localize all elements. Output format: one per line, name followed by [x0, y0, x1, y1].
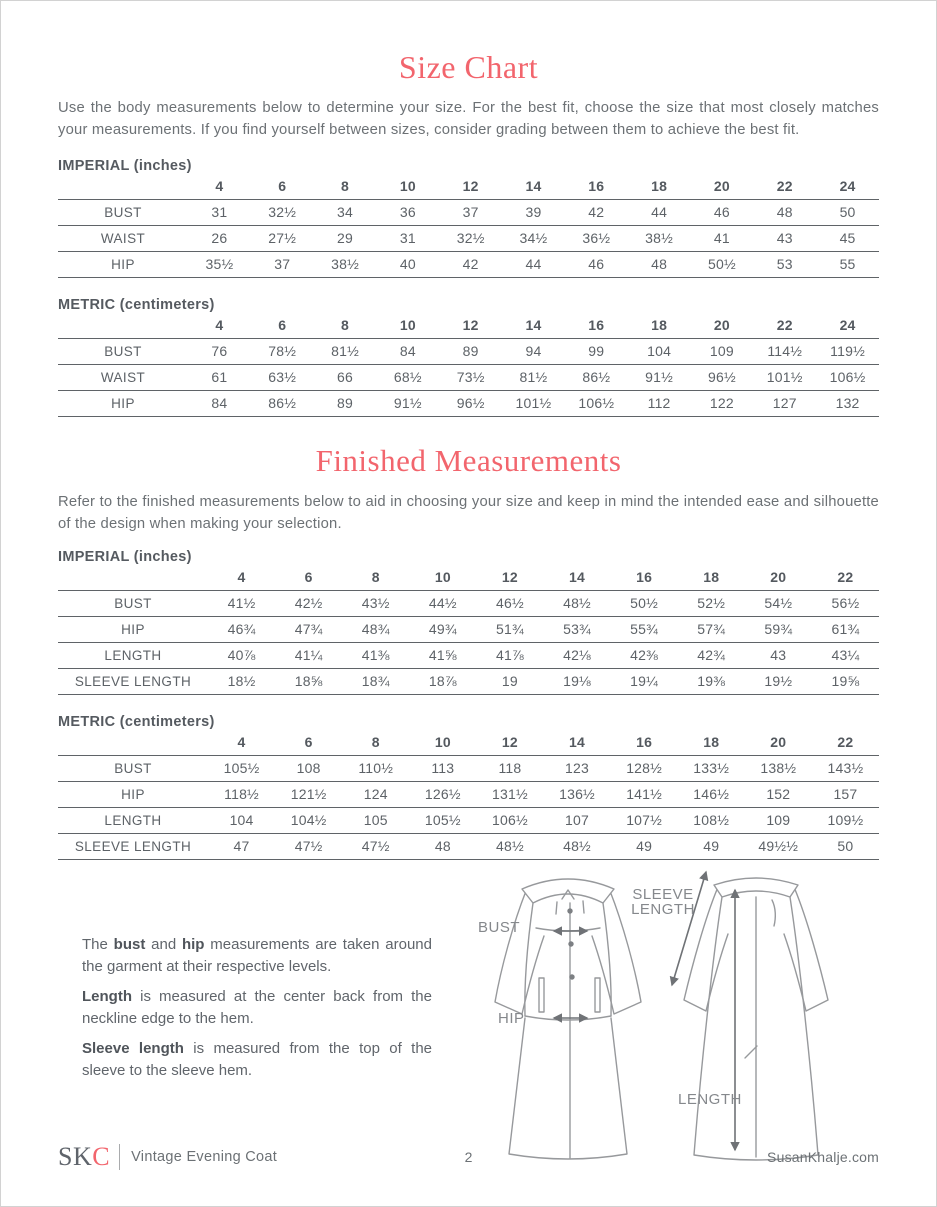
measurement-value: 81½ — [519, 369, 548, 385]
size-column-header: 8 — [371, 569, 380, 585]
size-column-header: 18 — [703, 734, 720, 750]
back-collar — [714, 878, 798, 897]
measurement-value: 121½ — [290, 786, 327, 802]
measurement-value: 43 — [770, 647, 787, 663]
measurement-value: 46½ — [495, 595, 524, 611]
front-buttons — [567, 908, 574, 979]
measurement-value: 110½ — [358, 760, 394, 776]
measurement-value: 40 — [399, 256, 416, 272]
measurement-value: 78½ — [268, 343, 297, 359]
measurement-value: 138½ — [760, 760, 797, 776]
measurement-value: 46 — [588, 256, 605, 272]
footer-divider — [119, 1144, 120, 1170]
measurement-value: 41½ — [227, 595, 256, 611]
measurement-value: 31 — [211, 204, 228, 220]
measurement-value: 47¾ — [294, 621, 323, 637]
measurement-row — [58, 643, 879, 669]
measurement-value: 76 — [211, 343, 228, 359]
note-term-sleeve-length: Sleeve length — [82, 1040, 184, 1057]
size-chart-intro: Use the body measurements below to determine your size. For the best fit, choose the size that most closely matches your measurements. If you find yourself between sizes, consider grading between them to achieve the best fit. — [58, 100, 879, 138]
measurement-value: 99 — [588, 343, 605, 359]
measurement-label: SLEEVE LENGTH — [74, 838, 192, 854]
measurement-value: 128½ — [626, 760, 663, 776]
measurement-value: 152 — [766, 786, 791, 802]
measurement-value: 41⅝ — [428, 647, 457, 663]
page-title: Size Chart — [398, 49, 539, 85]
size-column-header: 4 — [215, 178, 224, 194]
measurement-value: 50½ — [707, 256, 736, 272]
size-column-header: 4 — [237, 569, 246, 585]
measurement-value: 89 — [462, 343, 479, 359]
measurement-value: 26 — [211, 230, 228, 246]
front-left-pocket — [539, 978, 544, 1012]
page-footer — [58, 1140, 879, 1174]
measurement-value: 109½ — [827, 812, 864, 828]
measurement-value: 127 — [772, 395, 797, 411]
finished-measurements-title: Finished Measurements — [315, 443, 622, 478]
size-column-header: 22 — [837, 734, 854, 750]
body-measurements-imperial-table — [58, 176, 879, 278]
note-sleeve-length — [82, 1038, 432, 1081]
measurement-value: 43¼ — [831, 647, 860, 663]
measurement-value: 101½ — [515, 395, 552, 411]
size-column-header: 14 — [525, 178, 542, 194]
measurement-value: 107½ — [626, 812, 663, 828]
size-column-header: 6 — [304, 734, 313, 750]
size-column-header: 12 — [501, 569, 518, 585]
measurement-value: 48 — [434, 838, 451, 854]
measurement-value: 136½ — [559, 786, 595, 802]
measurement-value: 48 — [776, 204, 793, 220]
measurement-value: 57¾ — [697, 621, 726, 637]
finished-metric-table — [58, 732, 879, 860]
measurement-value: 63½ — [268, 369, 297, 385]
measurement-value: 146½ — [693, 786, 730, 802]
measurement-value: 109 — [766, 812, 791, 828]
measurement-value: 61¾ — [831, 621, 860, 637]
measurement-value: 40⅞ — [227, 647, 256, 663]
size-column-header: 20 — [713, 178, 730, 194]
size-header-row — [58, 732, 879, 756]
measurement-value: 49 — [636, 838, 653, 854]
measurement-value: 42⅜ — [630, 647, 659, 663]
measurement-row — [58, 808, 879, 834]
size-column-header: 24 — [839, 317, 856, 333]
size-column-header: 4 — [237, 734, 246, 750]
size-column-header: 12 — [462, 317, 479, 333]
measurement-value: 46¾ — [227, 621, 256, 637]
measurement-value: 32½ — [268, 204, 297, 220]
note-length — [82, 986, 432, 1029]
measurement-value: 96½ — [707, 369, 736, 385]
body-measurements-metric-table — [58, 315, 879, 417]
measurement-value: 44 — [651, 204, 668, 220]
measurement-value: 118 — [498, 760, 522, 776]
measurement-value: 42 — [462, 256, 479, 272]
size-column-header: 16 — [636, 734, 653, 750]
note-text: The — [82, 936, 114, 953]
measurement-value: 43½ — [361, 595, 390, 611]
size-column-header: 18 — [703, 569, 720, 585]
measurement-value: 81½ — [331, 343, 359, 359]
front-skirt — [509, 1018, 627, 1159]
measurement-value: 37 — [274, 256, 291, 272]
notes-and-diagram-section — [58, 866, 879, 1164]
size-header-row — [58, 176, 879, 200]
measurement-value: 48½ — [563, 838, 591, 854]
measurement-value: 105½ — [223, 760, 260, 776]
measurement-value: 49 — [703, 838, 720, 854]
measurement-value: 44½ — [428, 595, 457, 611]
measurement-value: 143½ — [827, 760, 864, 776]
note-bust-hip — [82, 934, 432, 977]
measurement-value: 68½ — [393, 369, 422, 385]
measurement-value: 36½ — [582, 230, 611, 246]
measurement-value: 34 — [337, 204, 354, 220]
measurement-value: 51¾ — [495, 621, 524, 637]
measurement-label: HIP — [121, 786, 145, 802]
measurement-value: 18½ — [227, 673, 256, 689]
size-column-header: 12 — [462, 178, 479, 194]
corner-cell — [58, 732, 208, 756]
front-left-sleeve — [495, 891, 544, 1014]
size-column-header: 22 — [776, 178, 793, 194]
logo-c: C — [92, 1142, 111, 1171]
metric-body-label: METRIC (centimeters) — [58, 297, 215, 313]
measurement-value: 38½ — [331, 256, 359, 272]
note-term-length: Length — [82, 988, 132, 1005]
sleeve-length-label-line2: LENGTH — [631, 901, 695, 918]
measurement-value: 48¾ — [361, 621, 390, 637]
page-number: 2 — [464, 1149, 473, 1165]
measurement-value: 105½ — [424, 812, 461, 828]
pattern-name: Vintage Evening Coat — [131, 1149, 278, 1165]
measurement-value: 108 — [296, 760, 321, 776]
measurement-value: 47½ — [361, 838, 390, 854]
measurement-label: HIP — [111, 256, 135, 272]
measurement-value: 104½ — [290, 812, 327, 828]
measurement-value: 27½ — [268, 230, 297, 246]
measurement-value: 42⅛ — [563, 647, 591, 663]
measurement-value: 53 — [776, 256, 793, 272]
measurement-value: 19⅝ — [831, 673, 860, 689]
note-term-hip: hip — [181, 936, 205, 953]
measurement-label: SLEEVE LENGTH — [74, 673, 192, 689]
measurement-value: 132 — [835, 395, 860, 411]
measurement-value: 84 — [399, 343, 416, 359]
measurement-value: 44 — [525, 256, 542, 272]
measurement-value: 105 — [363, 812, 388, 828]
logo-sk: SK — [58, 1142, 93, 1171]
measurement-row — [58, 669, 879, 695]
finished-imperial-table — [58, 567, 879, 695]
measurement-row — [58, 391, 879, 417]
measurement-value: 108½ — [693, 812, 730, 828]
size-column-header: 18 — [651, 178, 668, 194]
measurement-value: 119½ — [830, 343, 865, 359]
measurement-row — [58, 591, 879, 617]
size-column-header: 10 — [434, 734, 451, 750]
size-column-header: 24 — [839, 178, 856, 194]
measurement-value: 38½ — [645, 230, 674, 246]
size-column-header: 14 — [569, 734, 585, 750]
measurement-label: LENGTH — [104, 647, 162, 663]
note-term-bust: bust — [113, 936, 146, 953]
measurement-value: 55 — [839, 256, 856, 272]
measurement-value: 106½ — [578, 395, 615, 411]
note-text: and — [145, 936, 182, 953]
measurement-value: 94 — [525, 343, 542, 359]
metric-finished-label: METRIC (centimeters) — [58, 714, 215, 730]
measurement-label: BUST — [104, 204, 142, 220]
corner-cell — [58, 315, 188, 339]
measurement-label: BUST — [114, 595, 152, 611]
measurement-value: 66 — [337, 369, 354, 385]
note-text: measurements are taken around the garment at their respective levels. — [82, 936, 432, 975]
measurement-value: 19⅜ — [697, 673, 726, 689]
measurement-row — [58, 782, 879, 808]
measurement-value: 126½ — [424, 786, 461, 802]
size-column-header: 10 — [399, 178, 416, 194]
measurement-value: 133½ — [693, 760, 730, 776]
measurement-value: 123 — [565, 760, 589, 776]
size-column-header: 20 — [770, 734, 787, 750]
measurement-value: 59¾ — [764, 621, 793, 637]
measurement-value: 50½ — [630, 595, 659, 611]
measurement-label: HIP — [121, 621, 145, 637]
measurement-value: 122 — [709, 395, 734, 411]
size-column-header: 16 — [636, 569, 653, 585]
measurement-row — [58, 617, 879, 643]
measurement-value: 19¼ — [630, 673, 659, 689]
measurement-row — [58, 365, 879, 391]
measurement-value: 37 — [462, 204, 479, 220]
measurement-value: 19 — [501, 673, 518, 689]
measurement-value: 56½ — [831, 595, 860, 611]
size-header-row — [58, 315, 879, 339]
size-column-header: 20 — [713, 317, 730, 333]
measurement-value: 18¾ — [361, 673, 390, 689]
measurement-value: 157 — [833, 786, 858, 802]
measurement-value: 34½ — [519, 230, 548, 246]
measurement-value: 31 — [399, 230, 416, 246]
bust-label: BUST — [478, 919, 521, 936]
measurement-value: 42¾ — [697, 647, 726, 663]
measurement-value: 61 — [211, 369, 228, 385]
measurement-value: 114½ — [767, 343, 803, 359]
size-column-header: 12 — [501, 734, 518, 750]
measurement-value: 18⅝ — [294, 673, 323, 689]
measurement-row — [58, 339, 879, 365]
note-text: is measured from the top of the sleeve to the sleeve hem. — [82, 1040, 433, 1079]
imperial-body-label: IMPERIAL (inches) — [58, 158, 192, 174]
measurement-value: 29 — [337, 230, 354, 246]
measurement-value: 48½ — [563, 595, 591, 611]
measurement-value: 43 — [776, 230, 793, 246]
measurement-value: 113 — [431, 760, 455, 776]
measurement-value: 109 — [709, 343, 734, 359]
measurement-label: LENGTH — [104, 812, 162, 828]
measurement-row — [58, 252, 879, 278]
measurement-value: 86½ — [268, 395, 297, 411]
size-column-header: 22 — [837, 569, 854, 585]
size-column-header: 6 — [304, 569, 313, 585]
measurement-value: 48 — [651, 256, 668, 272]
measurement-value: 18⅞ — [428, 673, 457, 689]
size-column-header: 8 — [371, 734, 380, 750]
note-text: is measured at the center back from the neckline edge to the hem. — [82, 988, 432, 1027]
measurement-value: 50 — [837, 838, 854, 854]
finished-intro: Refer to the finished measurements below to aid in choosing your size and keep in mind the intended ease and silhouette of the design when making your selection. — [58, 494, 879, 532]
measurement-value: 42 — [588, 204, 605, 220]
back-coat-drawing — [684, 878, 828, 1160]
measurement-row — [58, 200, 879, 226]
measurement-value: 19⅛ — [563, 673, 591, 689]
corner-cell — [58, 567, 208, 591]
measurement-value: 104 — [229, 812, 254, 828]
measurement-value: 41¼ — [294, 647, 323, 663]
measurement-value: 112 — [647, 395, 671, 411]
measurement-value: 107 — [565, 812, 589, 828]
measurement-value: 106½ — [492, 812, 528, 828]
measurement-value: 118½ — [224, 786, 259, 802]
front-right-pocket — [595, 978, 600, 1012]
measurement-value: 36 — [399, 204, 416, 220]
measurement-value: 96½ — [456, 395, 485, 411]
measurement-value: 49¾ — [428, 621, 457, 637]
size-column-header: 16 — [588, 178, 605, 194]
measurement-value: 91½ — [393, 395, 422, 411]
measurement-value: 41⅞ — [495, 647, 524, 663]
website-link[interactable]: SusanKhalje.com — [767, 1149, 879, 1165]
imperial-finished-label: IMPERIAL (inches) — [58, 549, 192, 565]
measurement-value: 32½ — [456, 230, 485, 246]
measurement-value: 53¾ — [563, 621, 591, 637]
measurement-value: 39 — [525, 204, 542, 220]
skc-logo — [58, 1144, 110, 1170]
back-hood-fold — [772, 900, 775, 926]
measurement-value: 46 — [713, 204, 730, 220]
size-column-header: 10 — [399, 317, 416, 333]
measurement-value: 55¾ — [630, 621, 659, 637]
measurement-value: 86½ — [582, 369, 611, 385]
measurement-label: WAIST — [100, 230, 146, 246]
length-label: LENGTH — [678, 1091, 742, 1108]
size-column-header: 22 — [776, 317, 793, 333]
measurement-value: 91½ — [645, 369, 674, 385]
size-column-header: 16 — [588, 317, 605, 333]
measurement-value: 45 — [839, 230, 856, 246]
size-column-header: 8 — [341, 317, 350, 333]
measurement-value: 47 — [233, 838, 250, 854]
measurement-value: 54½ — [764, 595, 793, 611]
sleeve-length-label-line1: SLEEVE — [632, 886, 694, 903]
measurement-value: 52½ — [697, 595, 726, 611]
size-column-header: 8 — [341, 178, 350, 194]
size-header-row — [58, 567, 879, 591]
measurement-label: HIP — [111, 395, 135, 411]
measurement-value: 49½½ — [758, 838, 799, 854]
size-column-header: 6 — [278, 317, 287, 333]
size-column-header: 20 — [770, 569, 787, 585]
measurement-value: 141½ — [626, 786, 663, 802]
measurement-row — [58, 834, 879, 860]
size-column-header: 18 — [651, 317, 668, 333]
measurement-value: 19½ — [764, 673, 793, 689]
measurement-value: 89 — [337, 395, 354, 411]
size-column-header: 6 — [278, 178, 287, 194]
measurement-row — [58, 756, 879, 782]
measurement-value: 42½ — [294, 595, 323, 611]
measurement-value: 73½ — [456, 369, 485, 385]
measurement-value: 124 — [363, 786, 388, 802]
measurement-value: 41⅜ — [361, 647, 390, 663]
measurement-value: 50 — [839, 204, 856, 220]
measurement-label: WAIST — [100, 369, 146, 385]
size-column-header: 4 — [215, 317, 224, 333]
corner-cell — [58, 176, 188, 200]
measurement-value: 47½ — [294, 838, 323, 854]
coat-measurement-diagram — [456, 866, 906, 1164]
measurement-label: BUST — [104, 343, 142, 359]
size-column-header: 14 — [569, 569, 585, 585]
measurement-value: 131½ — [492, 786, 528, 802]
measurement-value: 84 — [211, 395, 228, 411]
measurement-value: 101½ — [766, 369, 803, 385]
back-vent-tick — [745, 1046, 757, 1058]
measurement-label: BUST — [114, 760, 152, 776]
size-column-header: 14 — [525, 317, 542, 333]
size-column-header: 10 — [434, 569, 451, 585]
hip-label: HIP — [498, 1010, 525, 1027]
measurement-value: 41 — [713, 230, 730, 246]
measurement-value: 104 — [647, 343, 672, 359]
measurement-row — [58, 226, 879, 252]
measurement-value: 48½ — [495, 838, 524, 854]
measurement-value: 35½ — [205, 256, 234, 272]
measurement-notes — [82, 934, 432, 1090]
measurement-value: 106½ — [829, 369, 866, 385]
